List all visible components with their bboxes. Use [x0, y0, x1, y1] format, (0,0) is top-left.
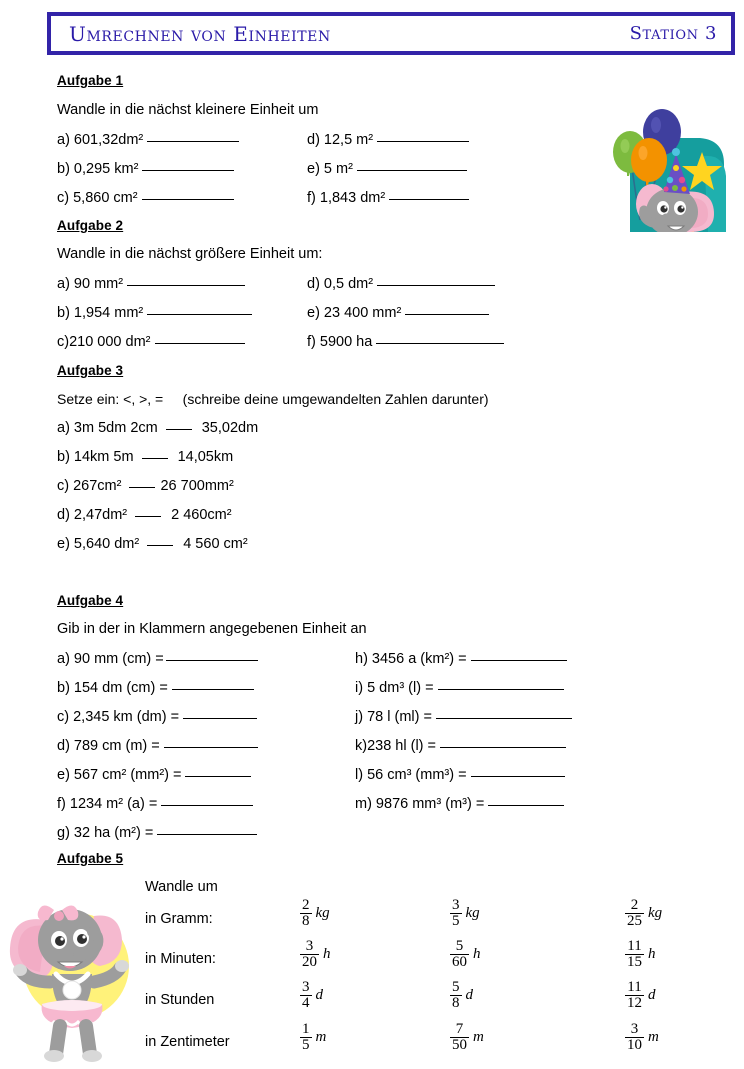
a2-item-a: [57, 276, 245, 292]
a4-item-c-label: c) 2,345 km (dm) =: [57, 709, 180, 725]
aufgabe-4-intro: Gib in der in Klammern angegebenen Einheit an: [57, 621, 367, 637]
a1-item-a: [57, 132, 239, 148]
a5-fraction-cell: [625, 939, 656, 971]
fraction-unit: d: [465, 987, 473, 1004]
aufgabe-2-intro: Wandle in die nächst größere Einheit um:: [57, 246, 323, 262]
station-label: Station 3: [629, 23, 717, 44]
party-elephant-icon: [596, 96, 744, 232]
a2-item-c: [57, 334, 245, 350]
a5-fraction-cell: [300, 1022, 326, 1054]
answer-blank[interactable]: [440, 747, 566, 748]
fraction-numerator: 7: [455, 1021, 464, 1037]
a4-item-b: [57, 680, 254, 696]
a1-item-f: [307, 190, 469, 206]
a2-item-e-label: e) 23 400 mm²: [307, 305, 402, 321]
aufgabe-2-title: Aufgabe 2: [57, 218, 124, 233]
a5-fraction-cell: [625, 898, 662, 930]
a4-item-e-label: e) 567 cm² (mm²) =: [57, 767, 182, 783]
fraction-unit: d: [648, 987, 656, 1004]
fraction-numerator: 11: [627, 979, 642, 995]
a5-fraction-cell: [300, 898, 330, 930]
a1-item-a-label: a) 601,32dm²: [57, 132, 144, 148]
fraction-numerator: 1: [302, 1021, 310, 1037]
a2-item-f: [307, 334, 504, 350]
fraction-denominator: 12: [627, 995, 642, 1012]
a2-item-e: [307, 305, 489, 321]
answer-blank[interactable]: [389, 199, 469, 200]
a4-item-b-label: b) 154 dm (cm) =: [57, 680, 168, 696]
a3-item-e: [57, 536, 248, 552]
header-banner: [47, 12, 735, 55]
fraction-unit: h: [473, 946, 481, 963]
fraction-denominator: 5: [302, 1037, 310, 1054]
a4-item-j: [355, 709, 572, 725]
a4-item-g: [57, 825, 257, 841]
aufgabe-3-title: Aufgabe 3: [57, 363, 124, 378]
a1-item-d-label: d) 12,5 m²: [307, 132, 374, 148]
fraction-denominator: 25: [627, 913, 642, 930]
a2-item-a-label: a) 90 mm²: [57, 276, 124, 292]
comparison-blank[interactable]: [166, 429, 192, 430]
a1-item-c-label: c) 5,860 cm²: [57, 190, 138, 206]
answer-blank[interactable]: [185, 776, 251, 777]
aufgabe-3-intro: Setze ein: <, >, = (schreibe deine umgewandelten Zahlen darunter): [57, 391, 489, 407]
a4-item-h-label: h) 3456 a (km²) =: [355, 651, 467, 667]
a2-item-b-label: b) 1,954 mm²: [57, 305, 144, 321]
fraction-numerator: 3: [302, 979, 310, 995]
answer-blank[interactable]: [438, 689, 564, 690]
a4-item-j-label: j) 78 l (ml) =: [355, 709, 432, 725]
page-title: Umrechnen von Einheiten: [69, 21, 331, 46]
a4-item-d: [57, 738, 258, 754]
a2-item-d-label: d) 0,5 dm²: [307, 276, 374, 292]
a5-fraction-cell: [450, 980, 473, 1012]
answer-blank[interactable]: [161, 805, 253, 806]
a4-item-k: [355, 738, 566, 754]
answer-blank[interactable]: [376, 343, 504, 344]
answer-blank[interactable]: [377, 285, 495, 286]
a3-item-a-right: 35,02dm: [201, 420, 259, 436]
answer-blank[interactable]: [357, 170, 467, 171]
a5-fraction-cell: [450, 1022, 484, 1054]
a4-item-f: [57, 796, 253, 812]
a4-item-h: [355, 651, 567, 667]
fraction-unit: d: [315, 987, 323, 1004]
answer-blank[interactable]: [183, 718, 257, 719]
fraction-unit: m: [315, 1029, 327, 1046]
aufgabe-5-intro: Wandle um: [145, 879, 218, 895]
a3-item-c-right: 26 700mm²: [160, 478, 234, 494]
a1-item-b-label: b) 0,295 km²: [57, 161, 139, 177]
a4-item-g-label: g) 32 ha (m²) =: [57, 825, 154, 841]
fraction-unit: h: [323, 946, 331, 963]
a3-item-e-left: e) 5,640 dm²: [57, 536, 140, 552]
a5-fraction-cell: [625, 980, 656, 1012]
fraction-denominator: 10: [627, 1037, 642, 1054]
a3-item-d-right: 2 460cm²: [171, 507, 232, 523]
ballerina-elephant-icon: [2, 878, 142, 1064]
a5-fraction-cell: [300, 980, 323, 1012]
answer-blank[interactable]: [436, 718, 572, 719]
comparison-blank[interactable]: [135, 516, 161, 517]
header-inner: [51, 16, 731, 51]
a3-item-e-right: 4 560 cm²: [183, 536, 248, 552]
fraction-unit: h: [648, 946, 656, 963]
a3-item-d: [57, 507, 232, 523]
answer-blank[interactable]: [164, 747, 258, 748]
a3-item-c-left: c) 267cm²: [57, 478, 122, 494]
aufgabe-1-intro: Wandle in die nächst kleinere Einheit um: [57, 102, 319, 118]
a2-item-b: [57, 305, 252, 321]
a4-item-e: [57, 767, 251, 783]
a3-item-a: [57, 420, 258, 436]
fraction-denominator: 20: [302, 954, 317, 971]
a2-item-f-label: f) 5900 ha: [307, 334, 373, 350]
answer-blank[interactable]: [142, 170, 234, 171]
aufgabe-1-title: Aufgabe 1: [57, 73, 124, 88]
fraction-denominator: 4: [302, 995, 310, 1012]
a4-item-l-label: l) 56 cm³ (mm³) =: [355, 767, 467, 783]
fraction-denominator: 8: [452, 995, 460, 1012]
fraction-numerator: 5: [455, 938, 464, 954]
answer-blank[interactable]: [155, 343, 245, 344]
fraction-numerator: 2: [302, 897, 310, 913]
a4-item-m-label: m) 9876 mm³ (m³) =: [355, 796, 485, 812]
answer-blank[interactable]: [142, 199, 234, 200]
fraction-denominator: 60: [452, 954, 467, 971]
a5-row-label-stunden: in Stunden: [145, 992, 215, 1008]
a5-row-label-gramm: in Gramm:: [145, 911, 213, 927]
a5-fraction-cell: [625, 1022, 659, 1054]
fraction-unit: kg: [465, 905, 480, 922]
a1-item-d: [307, 132, 469, 148]
fraction-denominator: 50: [452, 1037, 467, 1054]
answer-blank[interactable]: [172, 689, 254, 690]
fraction-numerator: 11: [627, 938, 642, 954]
a4-item-a-label: a) 90 mm (cm) =: [57, 651, 164, 667]
a2-item-c-label: c)210 000 dm²: [57, 334, 151, 350]
fraction-numerator: 3: [630, 1021, 639, 1037]
a5-row-label-zentimeter: in Zentimeter: [145, 1034, 230, 1050]
fraction-unit: m: [473, 1029, 484, 1046]
a2-item-d: [307, 276, 495, 292]
fraction-denominator: 8: [302, 913, 310, 930]
comparison-blank[interactable]: [147, 545, 173, 546]
a5-row-label-minuten: in Minuten:: [145, 951, 216, 967]
a4-item-i-label: i) 5 dm³ (l) =: [355, 680, 434, 696]
a1-item-e: [307, 161, 467, 177]
fraction-numerator: 5: [452, 979, 460, 995]
answer-blank[interactable]: [127, 285, 245, 286]
a4-item-l: [355, 767, 565, 783]
a1-item-f-label: f) 1,843 dm²: [307, 190, 386, 206]
a4-item-a: [57, 651, 258, 667]
answer-blank[interactable]: [147, 314, 252, 315]
answer-blank[interactable]: [166, 660, 258, 661]
fraction-denominator: 15: [627, 954, 642, 971]
a4-item-k-label: k)238 hl (l) =: [355, 738, 436, 754]
fraction-numerator: 2: [630, 897, 639, 913]
a3-item-b-right: 14,05km: [177, 449, 234, 465]
answer-blank[interactable]: [488, 805, 564, 806]
a3-item-c: [57, 478, 234, 494]
answer-blank[interactable]: [471, 660, 567, 661]
a3-item-d-left: d) 2,47dm²: [57, 507, 128, 523]
a5-fraction-cell: [450, 939, 481, 971]
fraction-denominator: 5: [452, 913, 460, 930]
a4-item-i: [355, 680, 564, 696]
fraction-unit: m: [648, 1029, 659, 1046]
aufgabe-5-title: Aufgabe 5: [57, 851, 124, 866]
answer-blank[interactable]: [157, 834, 257, 835]
aufgabe-4-title: Aufgabe 4: [57, 593, 124, 608]
answer-blank[interactable]: [471, 776, 565, 777]
a3-item-b: [57, 449, 233, 465]
a4-item-d-label: d) 789 cm (m) =: [57, 738, 160, 754]
fraction-unit: kg: [315, 905, 330, 922]
a5-fraction-cell: [450, 898, 480, 930]
a4-item-c: [57, 709, 257, 725]
fraction-numerator: 3: [305, 938, 314, 954]
a4-item-m: [355, 796, 564, 812]
a4-item-f-label: f) 1234 m² (a) =: [57, 796, 158, 812]
fraction-numerator: 3: [452, 897, 460, 913]
a3-item-b-left: b) 14km 5m: [57, 449, 134, 465]
fraction-unit: kg: [648, 905, 663, 922]
answer-blank[interactable]: [147, 141, 239, 142]
a3-item-a-left: a) 3m 5dm 2cm: [57, 420, 158, 436]
a1-item-e-label: e) 5 m²: [307, 161, 353, 177]
comparison-blank[interactable]: [129, 487, 155, 488]
a1-item-c: [57, 190, 234, 206]
a1-item-b: [57, 161, 234, 177]
comparison-blank[interactable]: [142, 458, 168, 459]
answer-blank[interactable]: [405, 314, 489, 315]
a5-fraction-cell: [300, 939, 331, 971]
answer-blank[interactable]: [377, 141, 469, 142]
